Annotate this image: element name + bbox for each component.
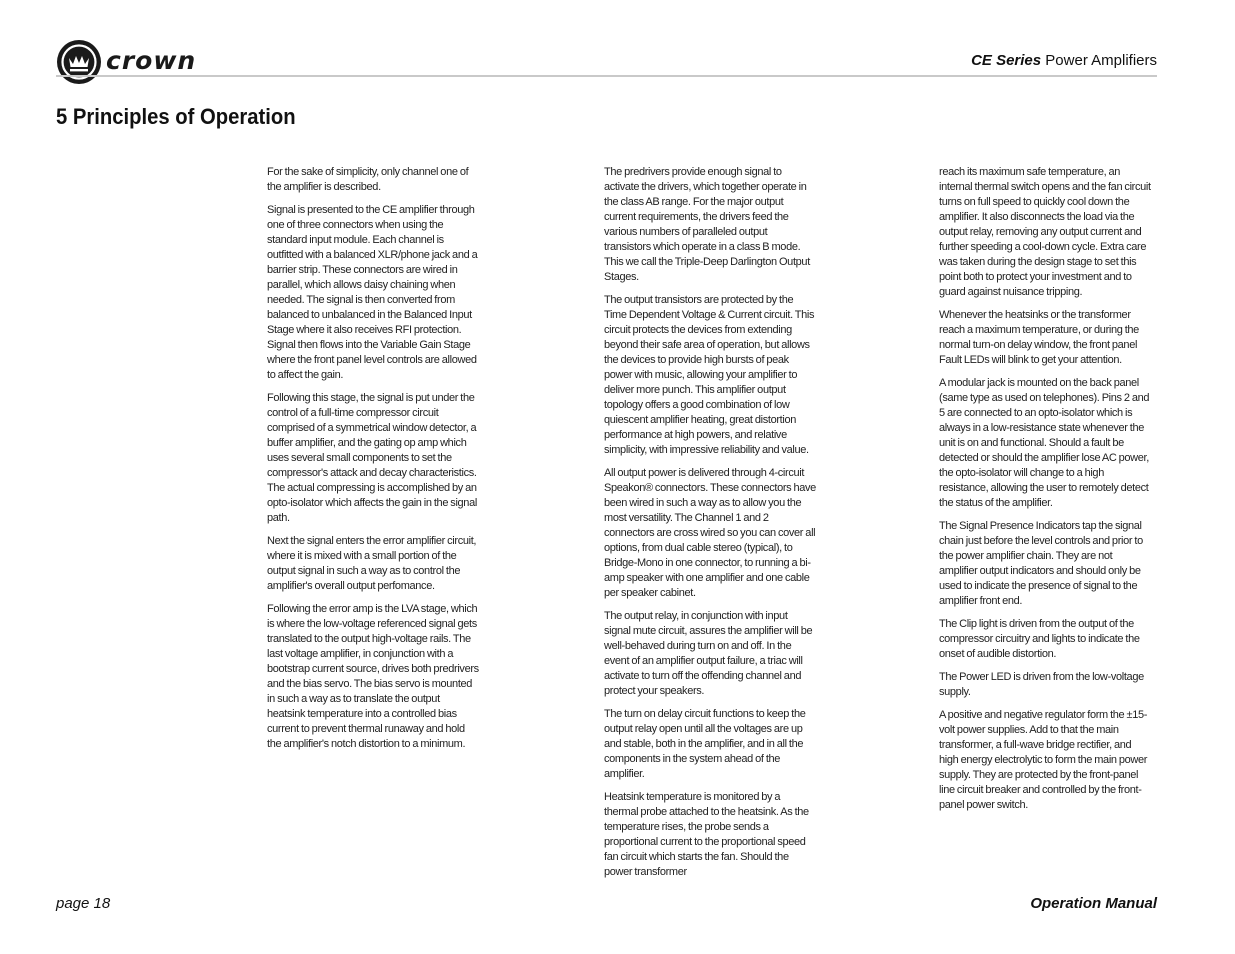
paragraph: The output relay, in conjunction with input signal mute circuit, assures the amplifier will be well-behaved during turn on and off. In the event of an amplifier output failure, a triac will activate to turn off the offending channel and protect your speakers. [604,610,813,697]
paragraph: All output power is delivered through 4-circuit Speakon® connectors. These connectors have been wired in such a way as to allow you the most versatility. The Channel 1 and 2 connectors are cross wired so you can cover all options, from dual cable stereo (typical), to Bridge-Mono in one connector, to running a bi-amp speaker with one amplifier and one cable per speaker cabinet. [604,467,816,599]
paragraph: The Power LED is driven from the low-voltage supply. [939,671,1144,698]
series-subtitle: Power Amplifiers [1041,52,1157,69]
paragraph: The Clip light is driven from the output of the compressor circuitry and lights to indicate the onset of audible distortion. [939,618,1140,660]
paragraph: The output transistors are protected by the Time Dependent Voltage & Current circuit. This circuit protects the devices from extending beyond their safe area of operation, but allows the devices to provide high bursts of peak power with music, allowing your amplifier to deliver more punch. This amplifier output topology offers a good combination of low quiescent amplifier heating, great distortion performance at high powers, and relative simplicity, with impressive reliability and value. [604,294,815,456]
paragraph: Next the signal enters the error amplifier circuit, where it is mixed with a small portion of the output signal in such a way as to control the amplifier's overall output perfomance. [267,535,477,592]
paragraph: A modular jack is mounted on the back panel (same type as used on telephones). Pins 2 and 5 are connected to an opto-isolator which is always in a low-resistance state whenever the unit is on and functional. Should a fault be detected or should the amplifier lose AC power, the opto-isolator will change to a high resistance, allowing the user to remotely detect the status of the amplifier. [939,377,1150,509]
paragraph: reach its maximum safe temperature, an internal thermal switch opens and the fan circuit turns on full speed to quickly cool down the amplifier. It also disconnects the load via the output relay, removing any output current and further speeding a cool-down cycle. Extra care was taken during the design stage to set this point both to protect your investment and to guard against nuisance tripping. [939,166,1151,298]
paragraph: The Signal Presence Indicators tap the signal chain just before the level controls and prior to the power amplifier chain. They are not amplifier output indicators and should only be used to indicate the presence of signal to the amplifier front end. [939,520,1143,607]
paragraph: Following this stage, the signal is put under the control of a full-time compressor circuit comprised of a symmetrical window detector, a buffer amplifier, and the gating op amp which uses several small components to set the compressor's attack and decay characteristics. The actual compressing is accomplished by an opto-isolator which affects the gain in the signal path. [267,392,477,524]
paragraph: The turn on delay circuit functions to keep the output relay open until all the voltages are up and stable, both in the amplifier, and in all the components in the system ahead of the amplifier. [604,708,806,780]
paragraph: A positive and negative regulator form the ±15-volt power supplies. Add to that the main transformer, a full-wave bridge rectifier, and high energy electrolytic to form the main power supply. They are protected by the front-panel line circuit breaker and controlled by the front-panel power switch. [939,709,1148,811]
paragraph: Whenever the heatsinks or the transformer reach a maximum temperature, or during the normal turn-on delay window, the front panel Fault LEDs will blink to get your attention. [939,309,1139,366]
crown-logo-icon [56,39,102,85]
text-column-1 [267,165,479,760]
series-title [971,52,1157,69]
text-column-3 [939,165,1151,821]
paragraph: For the sake of simplicity, only channel one of the amplifier is described. [267,166,469,193]
page-number: page 18 [56,895,111,912]
paragraph: The predrivers provide enough signal to activate the drivers, which together operate in the class AB range. For the major output current requirements, the drivers feed the various numbers of paralleled output transistors which operate in a class B mode. This we call the Triple-Deep Darlington Output Stages. [604,166,810,283]
series-name: CE Series [971,52,1042,69]
paragraph: Following the error amp is the LVA stage, which is where the low-voltage referenced signal gets translated to the output high-voltage rails. The last voltage amplifier, in conjunction with a bootstrap current source, drives both predrivers and the bias servo. The bias servo is mounted in such a way as to translate the output heatsink temperature into a controlled bias current to prevent thermal runaway and hold the amplifier's notch distortion to a minimum. [267,603,479,750]
header-rule [56,75,1157,77]
text-column-2 [604,165,816,888]
brand-wordmark: crown [106,46,197,75]
paragraph: Signal is presented to the CE amplifier through one of three connectors when using the standard input module. Each channel is outfitted with a balanced XLR/phone jack and a barrier strip. These connectors are wired in parallel, which allows daisy chaining when needed. The signal is then converted from balanced to unbalanced in the Balanced Input Stage where it also receives RFI protection. Signal then flows into the Variable Gain Stage where the front panel level controls are allowed to affect the gain. [267,204,478,381]
paragraph: Heatsink temperature is monitored by a thermal probe attached to the heatsink. As the temperature rises, the probe sends a proportional current to the proportional speed fan circuit which starts the fan. Should the power transformer [604,791,809,878]
manual-title: Operation Manual [1030,895,1157,912]
page-title: 5 Principles of Operation [56,104,296,129]
